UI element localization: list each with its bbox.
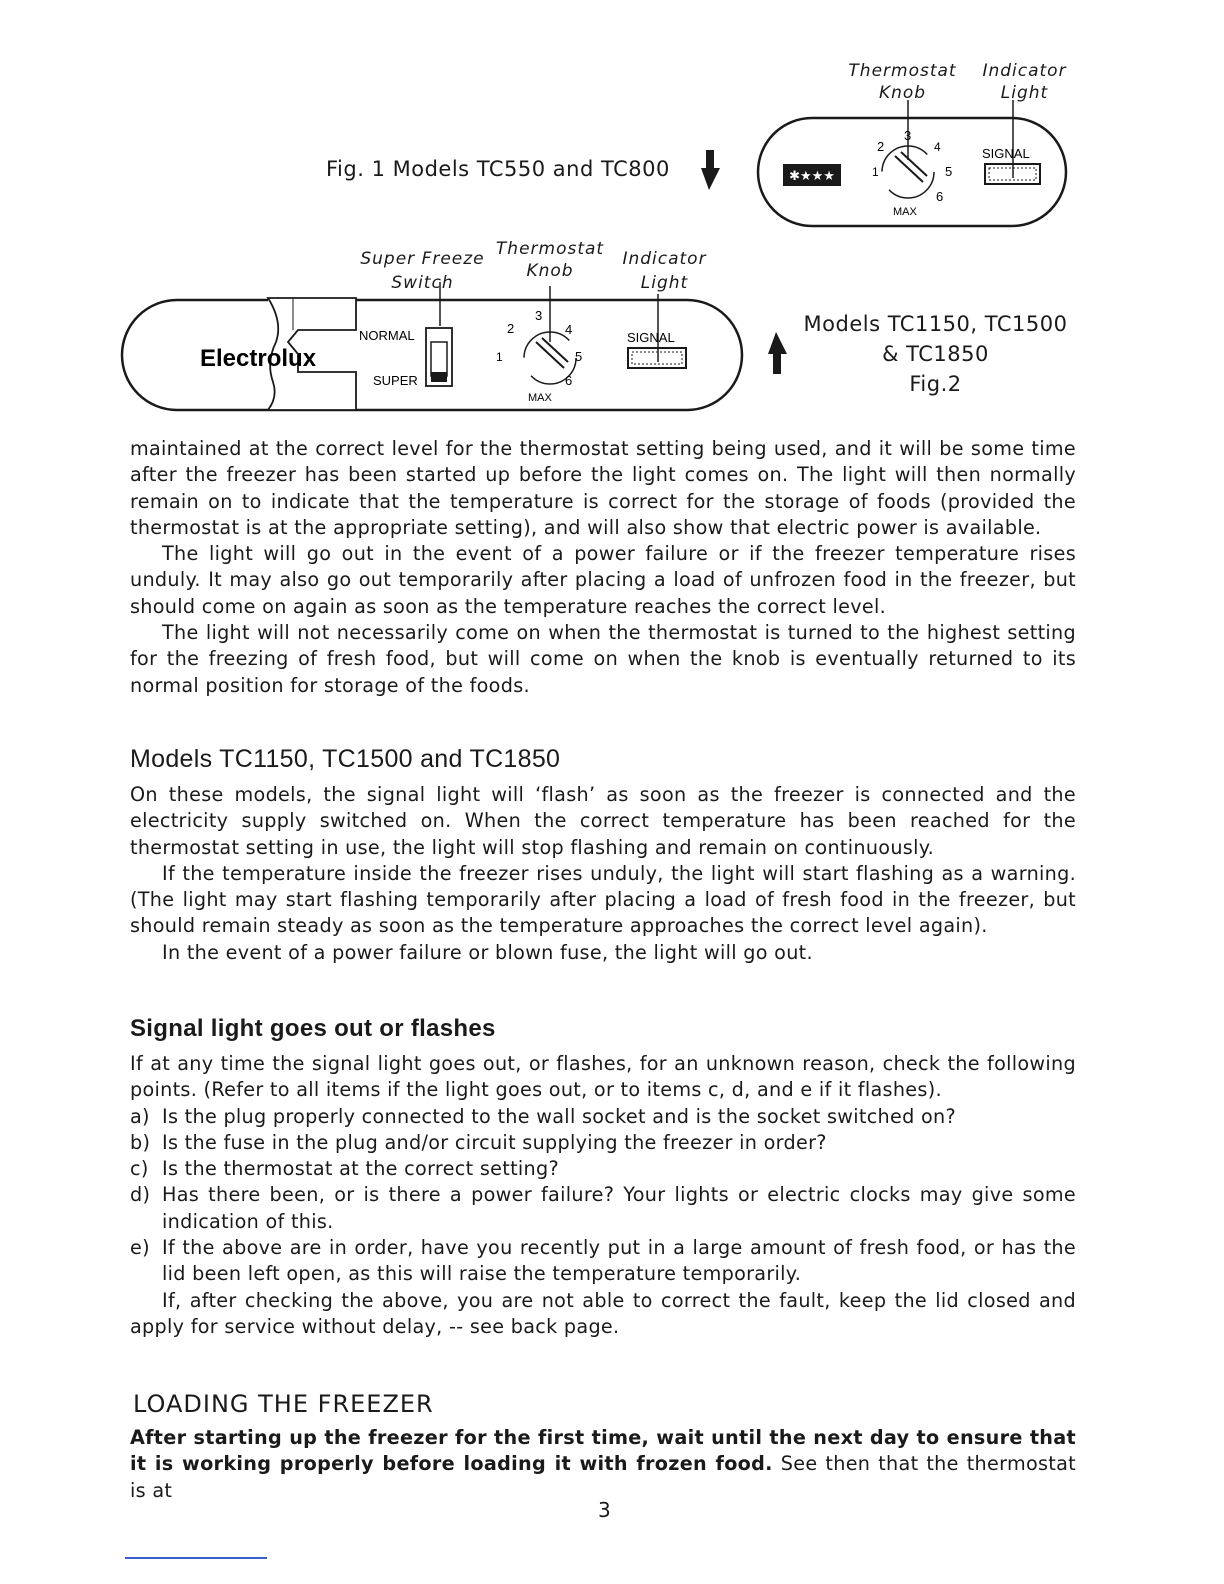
fig2-indicator-light [627, 294, 686, 368]
checklist-item-d-label: d) [130, 1183, 151, 1207]
section3-paragraph [130, 1425, 1076, 1504]
footer-rule [125, 1557, 267, 1559]
fig1-dial-5: 5 [945, 164, 953, 179]
fig1-indicator-label-line2: Light [1000, 83, 1049, 103]
super-freeze-switch[interactable] [359, 282, 452, 388]
fig1-dial-4: 4 [934, 140, 941, 154]
star-label: ✱★★★ [789, 168, 835, 183]
checklist-item-b-text: Is the fuse in the plug and/or circuit supplying the freezer in order? [162, 1130, 827, 1154]
section-heading-signal-light: Signal light goes out or flashes [130, 1015, 496, 1042]
fig1-arrow-icon [698, 148, 722, 192]
section2-intro: If at any time the signal light goes out, or flashes, for an unknown reason, check the following points. (Refer to all items if the light goes out, or to items c, d, and e if it flashes). [130, 1052, 1076, 1102]
fig2-super-freeze-label-line2: Switch [391, 273, 454, 293]
fig2-dial-6: 6 [565, 373, 573, 388]
fig2-dial-2: 2 [507, 321, 515, 336]
fig2-thermostat-knob[interactable] [496, 286, 582, 404]
checklist-item-b [130, 1130, 1076, 1156]
fig2-dial-3: 3 [535, 308, 543, 323]
fig2-dial-5: 5 [575, 349, 583, 364]
checklist-item-e [130, 1235, 1076, 1288]
super-label: SUPER [373, 373, 418, 388]
fig2-indicator-label-line1: Indicator [622, 249, 707, 269]
fig2-caption-line2: & TC1850 [882, 342, 989, 366]
fig1-dial-3: 3 [904, 128, 912, 143]
section3-bold-text: After starting up the freezer for the first time, wait until the next day to ensure that it is working properly before loading it with frozen food. [130, 1426, 1076, 1476]
section1-text [130, 782, 1076, 966]
section3-text [130, 1425, 1076, 1504]
fig1-caption: Fig. 1 Models TC550 and TC800 [326, 157, 670, 181]
fig2-dial-1: 1 [496, 350, 503, 364]
intro-paragraph-1: maintained at the correct level for the thermostat setting being used, and it will be some time after the freezer has been started up before the light comes on. The light will then normally remain on to indicate that the temperature is correct for the storage of foods (provided the thermostat is at the appropriate setting), and will also show that electric power is available. [130, 437, 1076, 539]
fig2-indicator-label-line2: Light [640, 273, 689, 293]
fig2-caption-line3: Fig.2 [909, 372, 962, 396]
fig1-indicator-light [982, 146, 1040, 184]
fig1-thermostat-label [840, 60, 965, 104]
section-heading-loading: LOADING THE FREEZER [133, 1390, 434, 1418]
section1-paragraph-3: In the event of a power failure or blown fuse, the light will go out. [162, 940, 813, 964]
fig2-max-label: MAX [528, 392, 552, 404]
fig1-thermostat-label-line2: Knob [878, 83, 927, 103]
checklist-item-e-text: If the above are in order, have you recently put in a large amount of fresh food, or has the lid been left open, as this will raise the temperature temporarily. [162, 1236, 1076, 1286]
fig2-caption-line1: Models TC1150, TC1500 [803, 312, 1068, 336]
section1-paragraph-1: On these models, the signal light will ‘flash’ as soon as the freezer is connected and the electricity supply switched on. When the correct temperature has been reached for the thermostat setting in use, the light will stop flashing and remain on continuously. [130, 783, 1076, 859]
section1-paragraph-2: If the temperature inside the freezer rises unduly, the light will start flashing as a warning. (The light may start flashing temporarily after placing a load of fresh food in the freezer, but should remain steady as soon as the temperature approaches the correct level again). [130, 861, 1076, 938]
checklist-item-c [130, 1156, 1076, 1182]
fig2-signal-label: SIGNAL [627, 330, 675, 345]
star-rating-icon [783, 164, 841, 186]
fig2-super-freeze-label-line1: Super Freeze [360, 249, 485, 269]
intro-paragraph-2: The light will go out in the event of a power failure or if the freezer temperature rises unduly. It may also go out temporarily after placing a load of unfrozen food in the freezer, but should come on again as soon as the temperature reaches the correct level. [130, 542, 1076, 618]
checklist-item-c-label: c) [130, 1157, 149, 1181]
normal-label: NORMAL [359, 328, 415, 343]
checklist-item-d [130, 1182, 1076, 1235]
checklist-item-b-label: b) [130, 1130, 151, 1154]
fig2-arrow-icon [765, 330, 789, 376]
checklist-item-a [130, 1104, 1076, 1130]
fig1-dial-6: 6 [936, 189, 944, 204]
fig1-dial-2: 2 [877, 139, 885, 154]
fig2-dial-4: 4 [565, 322, 573, 337]
fig2-control-panel [118, 282, 748, 422]
checklist-item-c-text: Is the thermostat at the correct setting? [162, 1157, 559, 1181]
checklist-item-a-label: a) [130, 1104, 150, 1128]
fig2-thermostat-label-line2: Knob [526, 261, 574, 281]
intro-paragraph-3: The light will not necessarily come on when the thermostat is turned to the highest setting for the freezing of fresh food, but will come on when the knob is eventually returned to its normal position for storage of the foods. [130, 621, 1076, 697]
fig2-thermostat-label [490, 238, 610, 282]
fig1-signal-label: SIGNAL [982, 146, 1030, 161]
fig1-indicator-label [972, 60, 1077, 104]
section3-normal-text: See then that the thermostat is at [130, 1452, 1076, 1502]
fig1-dial-1: 1 [872, 165, 879, 179]
fig2-caption [798, 309, 1073, 399]
section-heading-models: Models TC1150, TC1500 and TC1850 [130, 745, 561, 773]
fig1-control-panel [755, 100, 1070, 230]
fig1-thermostat-label-line1: Thermostat [848, 61, 957, 81]
fig2-thermostat-label-line1: Thermostat [495, 239, 605, 259]
checklist-item-e-label: e) [130, 1236, 150, 1260]
electrolux-logo: Electrolux [200, 345, 317, 372]
checklist-item-a-text: Is the plug properly connected to the wall socket and is the socket switched on? [162, 1104, 956, 1128]
section2-outro: If, after checking the above, you are not able to correct the fault, keep the lid closed and apply for service without delay, -- see back page. [130, 1288, 1076, 1338]
intro-text [130, 436, 1076, 699]
fig1-max-label: MAX [893, 206, 917, 218]
section2-text [130, 1051, 1076, 1340]
page-number: 3 [598, 1498, 611, 1522]
fig1-indicator-label-line1: Indicator [982, 61, 1067, 81]
checklist-item-d-text: Has there been, or is there a power failure? Your lights or electric clocks may give some indication of this. [162, 1183, 1076, 1233]
fig1-thermostat-knob[interactable] [872, 128, 952, 218]
